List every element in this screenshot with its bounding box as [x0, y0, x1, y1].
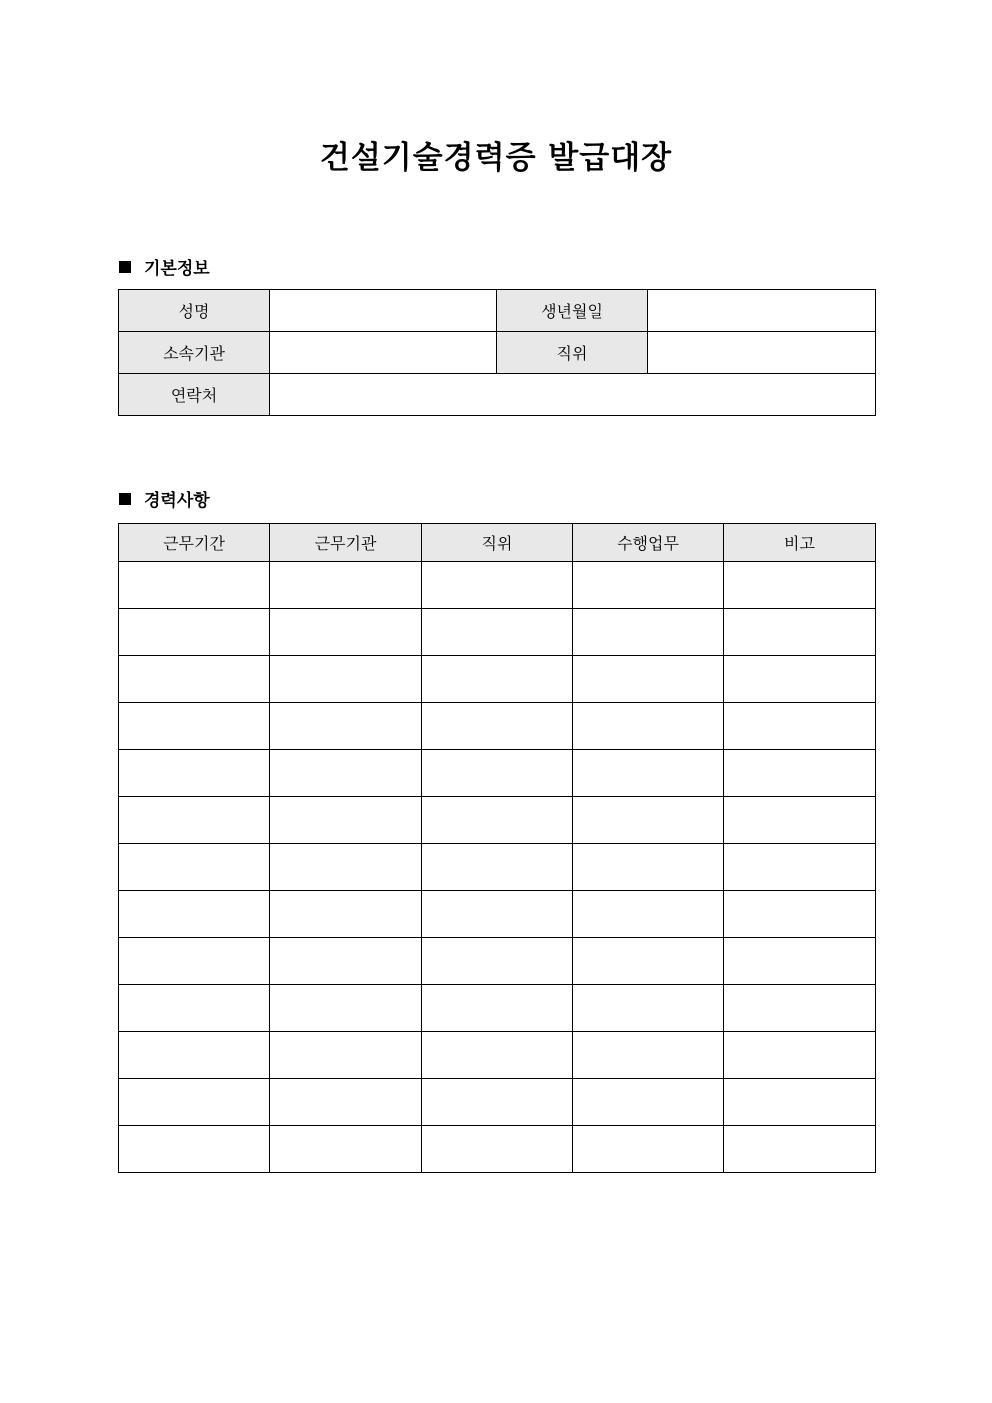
workplace-cell[interactable]: [270, 797, 422, 844]
duties-cell[interactable]: [573, 985, 724, 1032]
duties-cell[interactable]: [573, 562, 724, 609]
duties-cell[interactable]: [573, 1079, 724, 1126]
table-row: [119, 656, 876, 703]
duties-cell[interactable]: [573, 1032, 724, 1079]
career-table-body: [119, 562, 876, 1173]
workplace-cell[interactable]: [270, 985, 422, 1032]
position-cell[interactable]: [422, 985, 573, 1032]
position-cell[interactable]: [422, 844, 573, 891]
name-label: 성명: [119, 290, 270, 332]
remarks-cell[interactable]: [724, 562, 876, 609]
period-cell[interactable]: [119, 797, 270, 844]
duties-cell[interactable]: [573, 609, 724, 656]
workplace-cell[interactable]: [270, 891, 422, 938]
position-cell[interactable]: [422, 656, 573, 703]
remarks-cell[interactable]: [724, 844, 876, 891]
position-cell[interactable]: [422, 797, 573, 844]
basic-info-row-org: [119, 332, 876, 374]
remarks-cell[interactable]: [724, 656, 876, 703]
organization-field[interactable]: [270, 332, 497, 374]
basic-info-row-contact: [119, 374, 876, 416]
career-heading: [119, 486, 210, 511]
period-cell[interactable]: [119, 844, 270, 891]
period-cell[interactable]: [119, 562, 270, 609]
document-title: 건설기술경력증 발급대장: [319, 140, 673, 176]
position-cell[interactable]: [422, 938, 573, 985]
duties-cell[interactable]: [573, 656, 724, 703]
position-cell[interactable]: [422, 562, 573, 609]
workplace-cell[interactable]: [270, 844, 422, 891]
position-cell[interactable]: [422, 750, 573, 797]
table-row: [119, 562, 876, 609]
duties-cell[interactable]: [573, 938, 724, 985]
position-cell[interactable]: [422, 703, 573, 750]
remarks-cell[interactable]: [724, 1079, 876, 1126]
remarks-cell[interactable]: [724, 609, 876, 656]
position-cell[interactable]: [422, 1126, 573, 1173]
table-row: [119, 609, 876, 656]
contact-label: 연락처: [119, 374, 270, 416]
duties-cell[interactable]: [573, 1126, 724, 1173]
duties-cell[interactable]: [573, 703, 724, 750]
basic-info-row-name: [119, 290, 876, 332]
contact-field[interactable]: [270, 374, 876, 416]
basic-info-heading-label: 기본정보: [144, 259, 210, 279]
duties-cell[interactable]: [573, 891, 724, 938]
period-cell[interactable]: [119, 1079, 270, 1126]
table-row: [119, 985, 876, 1032]
workplace-cell[interactable]: [270, 562, 422, 609]
remarks-cell[interactable]: [724, 985, 876, 1032]
organization-label: 소속기관: [119, 332, 270, 374]
career-header-row: [119, 524, 876, 562]
workplace-cell[interactable]: [270, 703, 422, 750]
remarks-cell[interactable]: [724, 1032, 876, 1079]
name-field[interactable]: [270, 290, 497, 332]
column-header-workplace: 근무기관: [270, 524, 422, 562]
table-row: [119, 938, 876, 985]
table-row: [119, 844, 876, 891]
remarks-cell[interactable]: [724, 750, 876, 797]
remarks-cell[interactable]: [724, 891, 876, 938]
position-label: 직위: [497, 332, 648, 374]
period-cell[interactable]: [119, 938, 270, 985]
table-row: [119, 1079, 876, 1126]
square-bullet-icon: [119, 493, 131, 505]
period-cell[interactable]: [119, 891, 270, 938]
workplace-cell[interactable]: [270, 656, 422, 703]
table-row: [119, 797, 876, 844]
table-row: [119, 891, 876, 938]
column-header-duties: 수행업무: [573, 524, 724, 562]
period-cell[interactable]: [119, 703, 270, 750]
period-cell[interactable]: [119, 609, 270, 656]
position-cell[interactable]: [422, 609, 573, 656]
duties-cell[interactable]: [573, 797, 724, 844]
birth-date-field[interactable]: [648, 290, 876, 332]
workplace-cell[interactable]: [270, 1079, 422, 1126]
birth-date-label: 생년월일: [497, 290, 648, 332]
position-field[interactable]: [648, 332, 876, 374]
career-heading-label: 경력사항: [144, 491, 210, 511]
basic-info-heading: [119, 254, 210, 279]
table-row: [119, 1032, 876, 1079]
table-row: [119, 750, 876, 797]
position-cell[interactable]: [422, 891, 573, 938]
remarks-cell[interactable]: [724, 1126, 876, 1173]
table-row: [119, 1126, 876, 1173]
remarks-cell[interactable]: [724, 938, 876, 985]
duties-cell[interactable]: [573, 750, 724, 797]
workplace-cell[interactable]: [270, 750, 422, 797]
position-cell[interactable]: [422, 1079, 573, 1126]
period-cell[interactable]: [119, 750, 270, 797]
column-header-period: 근무기간: [119, 524, 270, 562]
remarks-cell[interactable]: [724, 797, 876, 844]
workplace-cell[interactable]: [270, 1126, 422, 1173]
position-cell[interactable]: [422, 1032, 573, 1079]
workplace-cell[interactable]: [270, 609, 422, 656]
basic-info-table: [118, 289, 876, 416]
workplace-cell[interactable]: [270, 938, 422, 985]
duties-cell[interactable]: [573, 844, 724, 891]
period-cell[interactable]: [119, 985, 270, 1032]
table-row: [119, 703, 876, 750]
period-cell[interactable]: [119, 1032, 270, 1079]
remarks-cell[interactable]: [724, 703, 876, 750]
career-table: [118, 523, 876, 1173]
square-bullet-icon: [119, 261, 131, 273]
column-header-remarks: 비고: [724, 524, 876, 562]
period-cell[interactable]: [119, 1126, 270, 1173]
workplace-cell[interactable]: [270, 1032, 422, 1079]
column-header-position: 직위: [422, 524, 573, 562]
period-cell[interactable]: [119, 656, 270, 703]
